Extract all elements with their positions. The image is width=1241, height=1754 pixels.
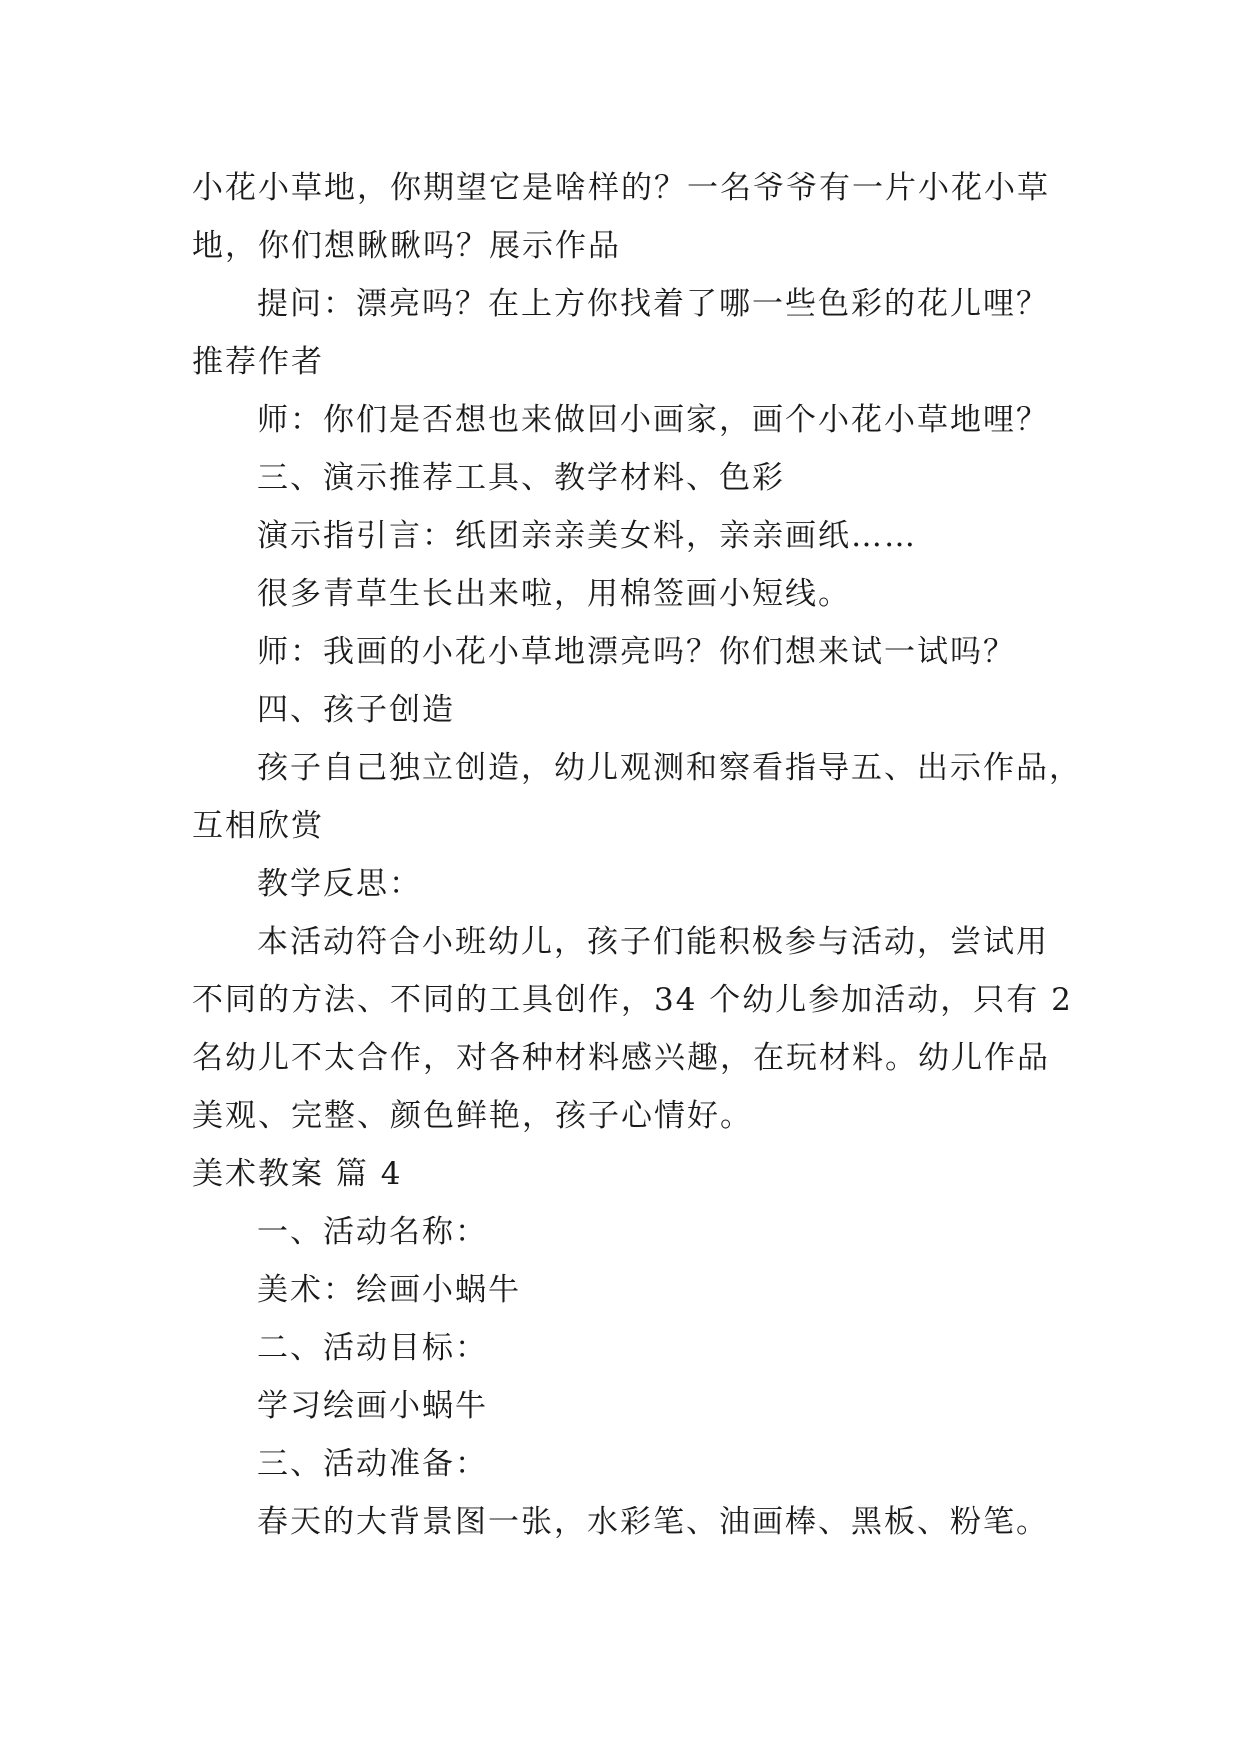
section-heading: 二、活动目标： xyxy=(257,1330,488,1366)
paragraph-line: 春天的大背景图一张，水彩笔、油画棒、黑板、粉笔。 xyxy=(257,1504,1049,1540)
paragraph-line: 孩子自己独立创造，幼儿观测和察看指导五、出示作品， xyxy=(257,750,1082,786)
paragraph-line: 师：你们是否想也来做回小画家，画个小花小草地哩？ xyxy=(257,402,1049,438)
document-body xyxy=(192,159,1082,1551)
section-heading: 三、活动准备： xyxy=(257,1446,488,1482)
paragraph-line: 美观、完整、颜色鲜艳，孩子心情好。 xyxy=(192,1098,753,1134)
paragraph-line: 本活动符合小班幼儿，孩子们能积极参与活动，尝试用 xyxy=(257,924,1049,960)
section-heading: 三、演示推荐工具、教学材料、色彩 xyxy=(257,460,785,496)
paragraph-line: 地，你们想瞅瞅吗？展示作品 xyxy=(192,228,621,264)
section-heading: 一、活动名称： xyxy=(257,1214,488,1250)
paragraph-line: 很多青草生长出来啦，用棉签画小短线。 xyxy=(257,576,851,612)
paragraph-line: 演示指引言：纸团亲亲美女料，亲亲画纸…… xyxy=(257,518,917,554)
paragraph-line: 师：我画的小花小草地漂亮吗？你们想来试一试吗？ xyxy=(257,634,1016,670)
paragraph-line: 名幼儿不太合作，对各种材料感兴趣，在玩材料。幼儿作品 xyxy=(192,1040,1050,1076)
paragraph-line: 学习绘画小蜗牛 xyxy=(257,1388,488,1424)
paragraph-line: 不同的方法、不同的工具创作，34 个幼儿参加活动，只有 2 xyxy=(192,982,1073,1018)
paragraph-line: 提问：漂亮吗？在上方你找着了哪一些色彩的花儿哩？ xyxy=(257,286,1049,322)
paragraph-line: 推荐作者 xyxy=(192,344,324,380)
section-heading: 四、孩子创造 xyxy=(257,692,455,728)
section-heading: 教学反思： xyxy=(257,866,422,902)
paragraph-line: 小花小草地，你期望它是啥样的？一名爷爷有一片小花小草 xyxy=(192,170,1050,206)
paragraph-line: 互相欣赏 xyxy=(192,808,324,844)
paragraph-line: 美术：绘画小蜗牛 xyxy=(257,1272,521,1308)
document-title: 美术教案 篇 4 xyxy=(192,1156,403,1192)
